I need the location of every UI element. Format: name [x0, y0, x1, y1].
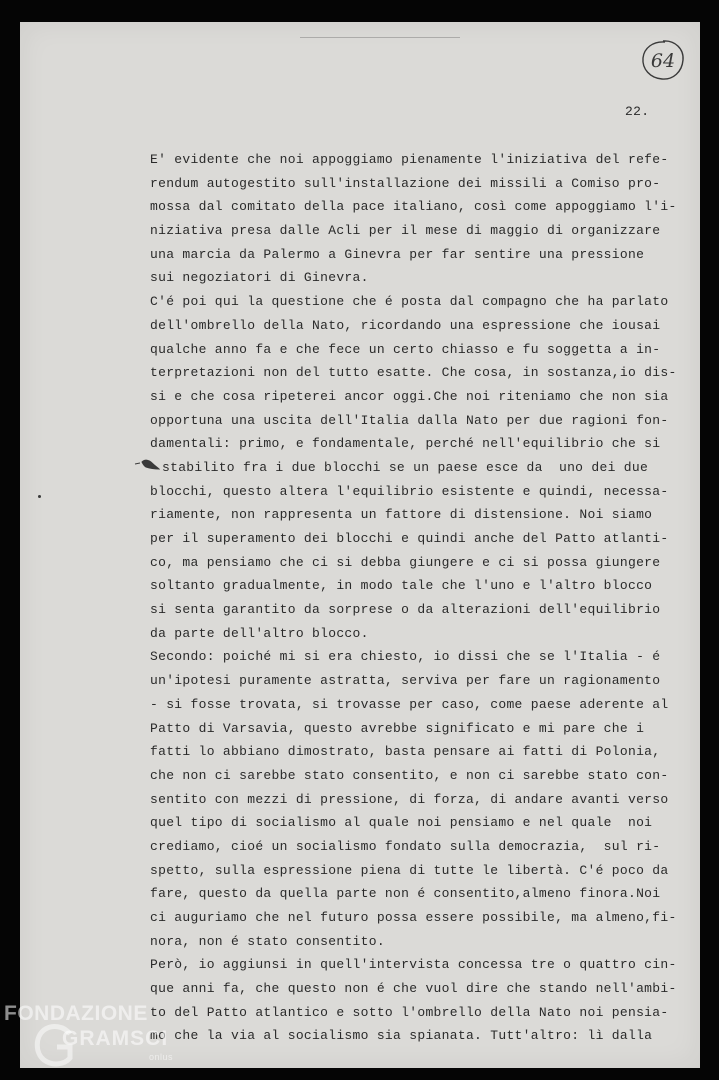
text-line: quel tipo di socialismo al quale noi pensiamo e nel quale noi — [150, 815, 653, 831]
text-line: sui negoziatori di Ginevra. — [150, 270, 369, 286]
text-line: fatti lo abbiano dimostrato, basta pensare ai fatti di Polonia, — [150, 744, 661, 760]
text-line: sentito con mezzi di pressione, di forza, di andare avanti verso — [150, 791, 669, 807]
text-line: che non ci sarebbe stato consentito, e non ci sarebbe stato con- — [150, 767, 669, 783]
top-rule-line — [300, 37, 460, 38]
folio-number: 64 — [650, 50, 676, 72]
text-line: riamente, non rappresenta un fattore di distensione. Noi siamo — [150, 507, 653, 523]
watermark-onlus: onlus — [149, 1052, 174, 1062]
text-line: Però, io aggiunsi in quell'intervista concessa tre o quattro cin- — [150, 957, 677, 973]
text-line: Secondo: poiché mi si era chiesto, io dissi che se l'Italia - é — [150, 649, 661, 665]
text-line: si e che cosa ripeterei ancor oggi.Che noi riteniamo che non sia — [150, 388, 669, 404]
text-line: spetto, sulla espressione piena di tutte le libertà. C'é poco da — [150, 862, 669, 878]
text-line: rendum autogestito sull'installazione dei missili a Comiso pro- — [150, 175, 661, 191]
text-line: mo che la via al socialismo sia spianata. Tutt'altro: lì dalla — [150, 1028, 653, 1044]
text-line: opportuna una uscita dell'Italia dalla Nato per due ragioni fon- — [150, 412, 669, 428]
text-line: si senta garantito da sorprese o da alterazioni dell'equilibrio — [150, 602, 661, 618]
text-line: dell'ombrello della Nato, ricordando una espressione che iousai — [150, 317, 661, 333]
text-line: nora, non é stato consentito. — [150, 933, 385, 949]
text-line: co, ma pensiamo che ci si debba giungere e ci si possa giungere — [150, 554, 661, 570]
text-line: terpretazioni non del tutto esatte. Che cosa, in sostanza,io dis- — [150, 365, 677, 381]
ink-speck — [38, 495, 41, 498]
text-line: to del Patto atlantico e sotto l'ombrello della Nato noi pensia- — [150, 1004, 669, 1020]
text-line: da parte dell'altro blocco. — [150, 625, 369, 641]
text-line: damentali: primo, e fondamentale, perché nell'equilibrio che si — [150, 436, 661, 452]
text-line: E' evidente che noi appoggiamo pienamente l'iniziativa del refe- — [150, 152, 669, 167]
text-line: Patto di Varsavia, questo avrebbe significato e mi pare che i — [150, 720, 645, 736]
text-line: un'ipotesi puramente astratta, serviva per fare un ragionamento — [150, 673, 661, 689]
text-line: ci auguriamo che nel futuro possa essere possibile, ma almeno,fi- — [150, 910, 677, 925]
text-line: crediamo, cioé un socialismo fondato sulla democrazia, sul ri- — [150, 838, 661, 854]
text-line: fare, questo da quella parte non é consentito,almeno finora.Noi — [150, 886, 661, 902]
watermark-fondazione: FONDAZIONE — [4, 1002, 148, 1025]
text-line: mossa dal comitato della pace italiano, così come appoggiamo l'i- — [150, 199, 677, 215]
text-line: qualche anno fa e che fece un certo chiasso e fu soggetta a in- — [150, 341, 661, 357]
watermark-gramsci: GRAMSCI — [62, 1027, 169, 1050]
text-line: niziativa presa dalle Acli per il mese di maggio di organizzare — [150, 223, 661, 239]
page-number: 22. — [625, 104, 650, 119]
text-line: - si fosse trovata, si trovasse per caso, come paese aderente al — [150, 696, 669, 712]
text-line: stabilito fra i due blocchi se un paese esce da uno dei due — [162, 459, 649, 475]
text-line: que anni fa, che questo non é che vuol dire che stando nell'ambi- — [150, 981, 677, 997]
text-line: per il superamento dei blocchi e quindi anche del Patto atlanti- — [150, 531, 669, 546]
text-line: C'é poi qui la questione che é posta dal compagno che ha parlato — [150, 294, 669, 310]
text-line: blocchi, questo altera l'equilibrio esistente e quindi, necessa- — [150, 483, 669, 499]
text-line: una marcia da Palermo a Ginevra per far sentire una pressione — [150, 246, 645, 262]
typewritten-body — [150, 148, 695, 1048]
fondazione-gramsci-watermark — [4, 1000, 184, 1075]
handwritten-folio-stamp — [640, 38, 686, 82]
text-line: soltanto gradualmente, in modo tale che l'uno e l'altro blocco — [150, 578, 653, 594]
